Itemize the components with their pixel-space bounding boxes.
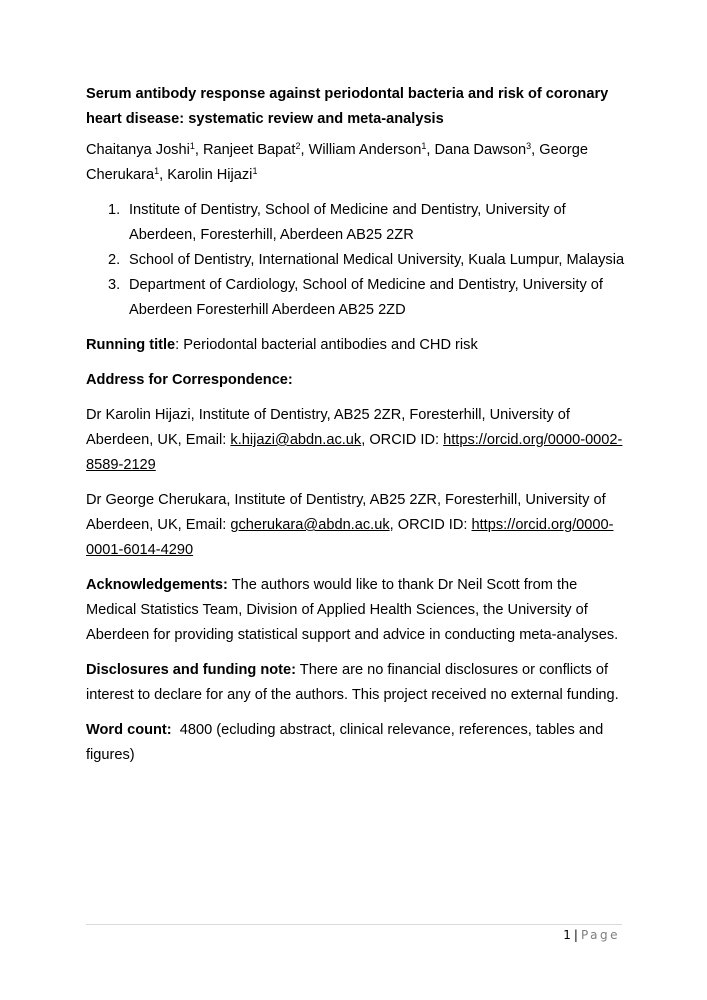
author-affiliation-marker: 2 xyxy=(295,141,301,151)
contact-details: Dr Karolin Hijazi, Institute of Dentistry, AB25 2ZR, Foresterhill, University of Aberdeen, UK, Email: xyxy=(86,407,570,448)
word-count xyxy=(86,718,626,768)
affiliation-item xyxy=(86,198,626,248)
affiliation-number: 3. xyxy=(108,277,121,293)
acknowledgements-label: Acknowledgements: xyxy=(86,577,228,593)
affiliation-number: 1. xyxy=(108,202,121,218)
affiliation-item xyxy=(86,273,626,323)
running-title xyxy=(86,333,626,358)
author-affiliation-marker: 1 xyxy=(421,141,427,151)
orcid-link[interactable]: https://orcid.org/0000-0002-8589-2129 xyxy=(86,432,623,473)
affiliation-list xyxy=(86,198,626,323)
title-page xyxy=(86,82,626,768)
affiliation-number: 2. xyxy=(108,252,121,268)
orcid-label: , ORCID ID: xyxy=(389,517,472,533)
author-affiliation-marker: 1 xyxy=(154,166,160,176)
word-count-label: Word count: xyxy=(86,722,172,738)
author-name: Chaitanya Joshi xyxy=(86,142,190,158)
page-number: 1 xyxy=(563,928,571,942)
page-label: Page xyxy=(580,928,620,942)
contact-details: Dr George Cherukara, Institute of Dentistry, AB25 2ZR, Foresterhill, University of Aberdeen, UK, Email: xyxy=(86,492,606,533)
correspondence-contact xyxy=(86,488,626,563)
word-count-text: 4800 (ecluding abstract, clinical relevance, references, tables and figures) xyxy=(86,722,608,763)
acknowledgements xyxy=(86,573,626,648)
page-footer xyxy=(563,926,620,944)
email-link[interactable]: gcherukara@abdn.ac.uk xyxy=(230,517,390,533)
affiliation-item xyxy=(86,248,626,273)
affiliation-text: Department of Cardiology, School of Medicine and Dentistry, University of Aberdeen Foresterhill Aberdeen AB25 2ZD xyxy=(129,277,603,318)
orcid-link[interactable]: https://orcid.org/0000-0001-6014-4290 xyxy=(86,517,614,558)
footer-separator: | xyxy=(573,928,578,942)
correspondence-contact xyxy=(86,403,626,478)
author-affiliation-marker: 3 xyxy=(526,141,532,151)
running-title-text: : Periodontal bacterial antibodies and CHD risk xyxy=(175,337,478,353)
running-title-label: Running title xyxy=(86,337,176,353)
correspondence-heading: Address for Correspondence: xyxy=(86,372,293,388)
disclosures-label: Disclosures and funding note: xyxy=(86,662,296,678)
acknowledgements-text: The authors would like to thank Dr Neil Scott from the Medical Statistics Team, Division of Applied Health Sciences, the University of Aberdeen for providing statistical support and advice in conducting meta-analyses. xyxy=(86,577,619,643)
email-link[interactable]: k.hijazi@abdn.ac.uk xyxy=(230,432,362,448)
affiliation-text: Institute of Dentistry, School of Medicine and Dentistry, University of Aberdeen, Foresterhill, Aberdeen AB25 2ZR xyxy=(129,202,566,243)
affiliation-text: School of Dentistry, International Medical University, Kuala Lumpur, Malaysia xyxy=(129,252,625,268)
author-name: William Anderson xyxy=(308,142,422,158)
footer-divider xyxy=(86,924,622,925)
author-name: Ranjeet Bapat xyxy=(202,142,296,158)
author-name: Karolin Hijazi xyxy=(167,167,253,183)
author-affiliation-marker: 1 xyxy=(252,166,258,176)
author-affiliation-marker: 1 xyxy=(189,141,195,151)
author-name: Dana Dawson xyxy=(434,142,527,158)
disclosures-text: There are no financial disclosures or conflicts of interest to declare for any of the authors. This project received no external funding. xyxy=(86,662,619,703)
paper-title: Serum antibody response against periodontal bacteria and risk of coronary heart disease: systematic review and meta-analysis xyxy=(86,86,609,127)
disclosures xyxy=(86,658,626,708)
orcid-label: , ORCID ID: xyxy=(361,432,444,448)
author-list: Chaitanya Joshi$^1$, Ranjeet Bapat$^2$, William Anderson$^1$, Dana Dawson$^3$, George Cherukara$^1$, Karolin Hijazi$^1$ xyxy=(86,141,588,183)
author-name: George Cherukara xyxy=(86,142,588,183)
